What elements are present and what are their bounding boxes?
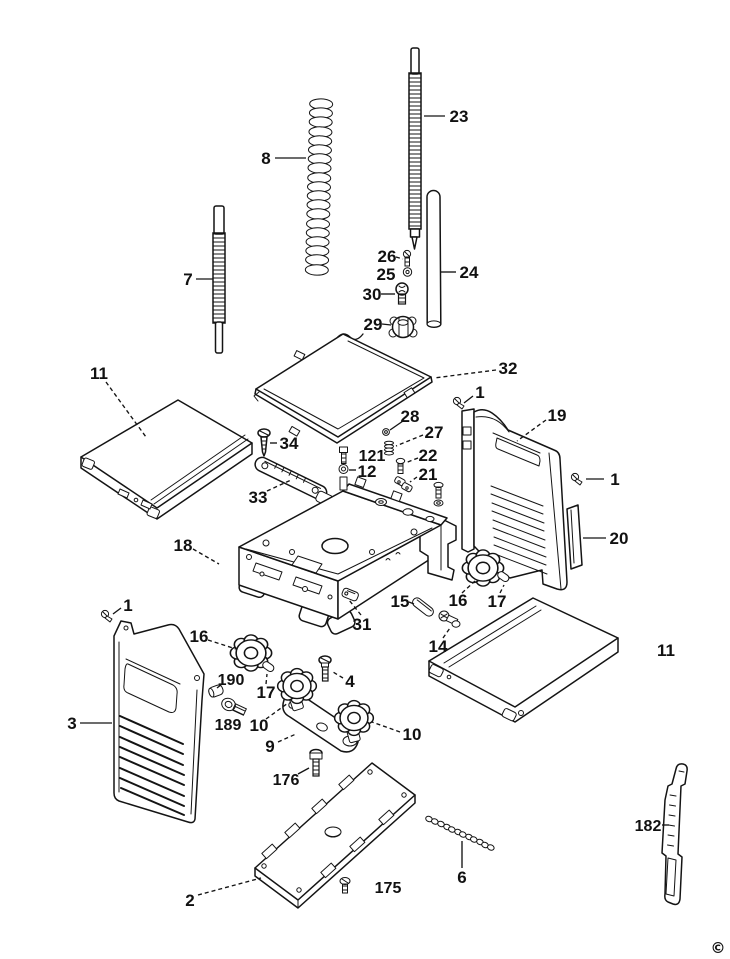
- leader-line-19: [517, 420, 546, 441]
- part-27-small-spring: [385, 441, 394, 455]
- part-11-extension-table-right: [428, 598, 618, 722]
- part-29-clamp-knob: [389, 317, 417, 338]
- part-label-28: 28: [400, 407, 420, 426]
- part-label-182: 182: [634, 818, 662, 835]
- part-label-18: 18: [173, 536, 193, 555]
- part-label-17-right: 17: [487, 592, 507, 611]
- part-label-16-left: 16: [189, 627, 209, 646]
- part-label-32: 32: [498, 359, 518, 378]
- part-28-ring: [383, 429, 390, 436]
- part-label-14: 14: [428, 637, 448, 656]
- part-34-screw: [258, 429, 270, 456]
- part-label-189: 189: [214, 717, 242, 734]
- part-11-extension-table-left: [81, 400, 252, 519]
- part-189-bolt: [220, 696, 248, 717]
- part-label-4: 4: [345, 672, 355, 691]
- part-label-21: 21: [418, 465, 438, 484]
- part-label-121: 121: [358, 448, 386, 465]
- leader-line-11-left: [106, 382, 146, 437]
- part-label-12: 12: [357, 462, 377, 481]
- part-label-9: 9: [265, 737, 275, 756]
- copyright-mark: ©: [710, 939, 726, 957]
- leader-line-33: [267, 480, 291, 491]
- part-label-31: 31: [352, 615, 372, 634]
- part-label-11-right: 11: [657, 641, 675, 660]
- part-22-screw: [396, 458, 404, 473]
- part-121-screw: [340, 447, 348, 464]
- leader-line-21: [410, 477, 417, 482]
- part-label-10-right: 10: [402, 725, 422, 744]
- part-label-6: 6: [457, 868, 467, 887]
- leader-line-10-right: [372, 722, 400, 732]
- part-23-threaded-column-rod: [409, 48, 421, 249]
- part-label-22: 22: [418, 446, 438, 465]
- part-label-1-top: 1: [475, 383, 485, 402]
- part-label-29: 29: [363, 315, 383, 334]
- part-8-coil-spring: [305, 99, 333, 276]
- part-label-176: 176: [272, 772, 300, 789]
- part-label-190: 190: [217, 672, 245, 689]
- part-label-26: 26: [377, 247, 397, 266]
- part-label-11-left: 11: [90, 364, 108, 383]
- part-label-1-left: 1: [123, 596, 133, 615]
- part-6-chain: [425, 815, 495, 851]
- part-label-23: 23: [449, 107, 469, 126]
- leader-line-9: [278, 734, 296, 742]
- part-label-17-left: 17: [256, 683, 276, 702]
- part-176-bolt: [310, 750, 322, 777]
- leader-line-16-left: [208, 640, 236, 649]
- leader-line-27: [396, 435, 423, 446]
- part-1-screw-right: [571, 473, 582, 485]
- part-label-2: 2: [185, 891, 195, 910]
- part-label-20: 20: [609, 529, 629, 548]
- part-7-threaded-rod: [213, 206, 225, 353]
- part-1-screw-left: [101, 610, 112, 622]
- leader-line-32: [434, 370, 496, 378]
- part-30-bolt: [396, 283, 408, 304]
- part-32-top-cover-plate: [254, 334, 432, 443]
- part-21-clip: [394, 476, 413, 492]
- leader-line-18: [193, 549, 219, 564]
- part-3-left-side-panel: [114, 621, 204, 823]
- part-label-8: 8: [261, 149, 271, 168]
- leader-line-22: [405, 458, 418, 463]
- part-12-nut: [339, 465, 348, 474]
- leader-line-1-top: [464, 396, 473, 403]
- part-label-24: 24: [459, 263, 479, 282]
- part-25-washer: [403, 268, 411, 276]
- part-24-column-tube: [427, 191, 441, 328]
- leader-line-2: [198, 878, 261, 895]
- part-label-33: 33: [248, 488, 268, 507]
- leader-line-176: [298, 768, 309, 774]
- leader-line-29: [382, 324, 391, 325]
- part-182-bracket-strip: [662, 764, 687, 905]
- part-1-screw-top: [453, 397, 464, 409]
- part-label-175: 175: [374, 880, 402, 897]
- part-15-pin: [411, 596, 435, 618]
- part-label-10-left: 10: [249, 716, 269, 735]
- part-label-7: 7: [183, 270, 193, 289]
- part-label-27: 27: [424, 423, 444, 442]
- part-label-19: 19: [547, 406, 567, 425]
- small-screw-and-nut: [434, 482, 443, 506]
- part-label-15: 15: [390, 592, 410, 611]
- part-14-bolt-and-nut: [439, 611, 460, 627]
- part-label-3: 3: [67, 714, 77, 733]
- leader-line-26: [396, 257, 403, 259]
- leader-line-1-left: [113, 608, 121, 614]
- part-175-screw: [340, 878, 350, 894]
- part-label-1-right: 1: [610, 470, 620, 489]
- part-20-side-strip: [567, 505, 582, 569]
- part-label-34: 34: [279, 434, 299, 453]
- part-label-25: 25: [376, 265, 396, 284]
- part-label-16-right: 16: [448, 591, 468, 610]
- part-label-30: 30: [362, 285, 382, 304]
- leader-line-4: [333, 672, 343, 678]
- part-26-screw: [403, 250, 410, 266]
- part-4-bolt: [319, 656, 331, 681]
- part-16-star-wheel-right: [462, 550, 503, 586]
